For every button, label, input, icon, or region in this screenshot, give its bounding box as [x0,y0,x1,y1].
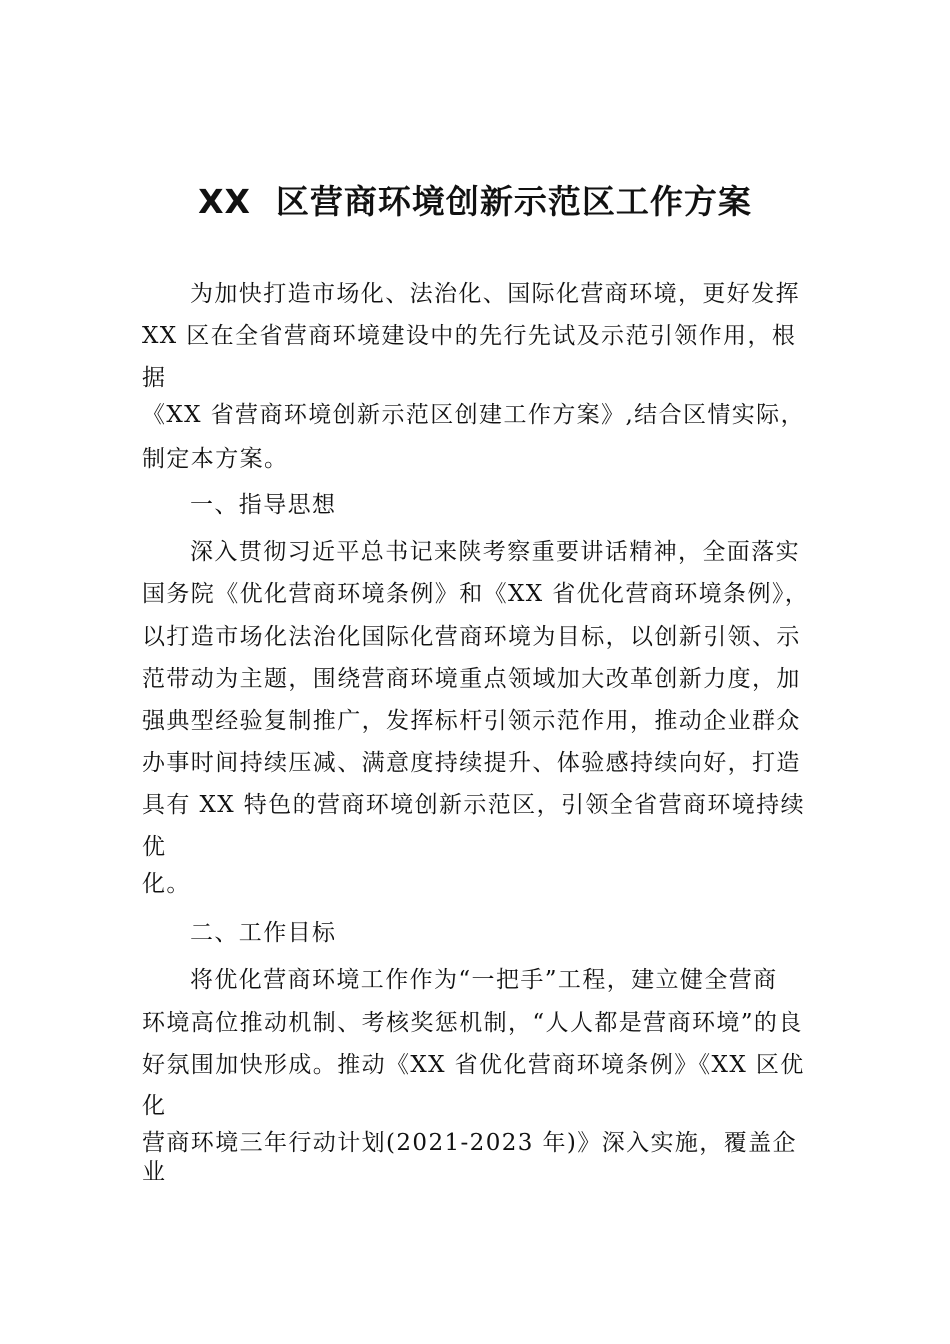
paragraph-line: 环境高位推动机制、考核奖惩机制，“人人都是营商环境”的良 [142,1010,803,1036]
paragraph-line: 强典型经验复制推广，发挥标杆引领示范作用，推动企业群众 [142,708,801,734]
paragraph-line: 国务院《优化营商环境条例》和《XX 省优化营商环境条例》， [142,581,810,607]
paragraph-line: 将优化营商环境工作作为“一把手”工程，建立健全营商 [190,967,778,993]
paragraph-line: 好氛围加快形成。推动《XX 省优化营商环境条例》《XX 区优 [142,1052,805,1078]
document-title: XX 区营商环境创新示范区工作方案 [198,182,752,221]
paragraph-line: 为加快打造市场化、法治化、国际化营商环境，更好发挥 [190,281,800,307]
paragraph-line: 《XX 省营商环境创新示范区创建工作方案》,结合区情实际， [142,402,805,428]
paragraph-line: 制定本方案。 [142,446,289,472]
section-heading: 一、指导思想 [190,492,337,518]
paragraph-line: 业 [142,1159,167,1185]
paragraph-line: 化 [142,1093,167,1119]
paragraph-line: 以打造市场化法治化国际化营商环境为目标，以创新引领、示 [142,624,801,650]
paragraph-line: 优 [142,834,167,860]
paragraph-line: 具有 XX 特色的营商环境创新示范区，引领全省营商环境持续 [142,792,805,818]
paragraph-line: 深入贯彻习近平总书记来陕考察重要讲话精神，全面落实 [190,539,800,565]
section-heading: 二、工作目标 [190,920,337,946]
paragraph-line: XX 区在全省营商环境建设中的先行先试及示范引领作用，根 [142,323,797,349]
paragraph-line: 营商环境三年行动计划(2021-2023 年)》深入实施，覆盖企 [142,1130,797,1156]
paragraph-line: 办事时间持续压减、满意度持续提升、体验感持续向好，打造 [142,750,801,776]
paragraph-line: 化。 [142,871,191,897]
paragraph-line: 范带动为主题，围绕营商环境重点领域加大改革创新力度，加 [142,666,801,692]
paragraph-line: 据 [142,365,167,391]
